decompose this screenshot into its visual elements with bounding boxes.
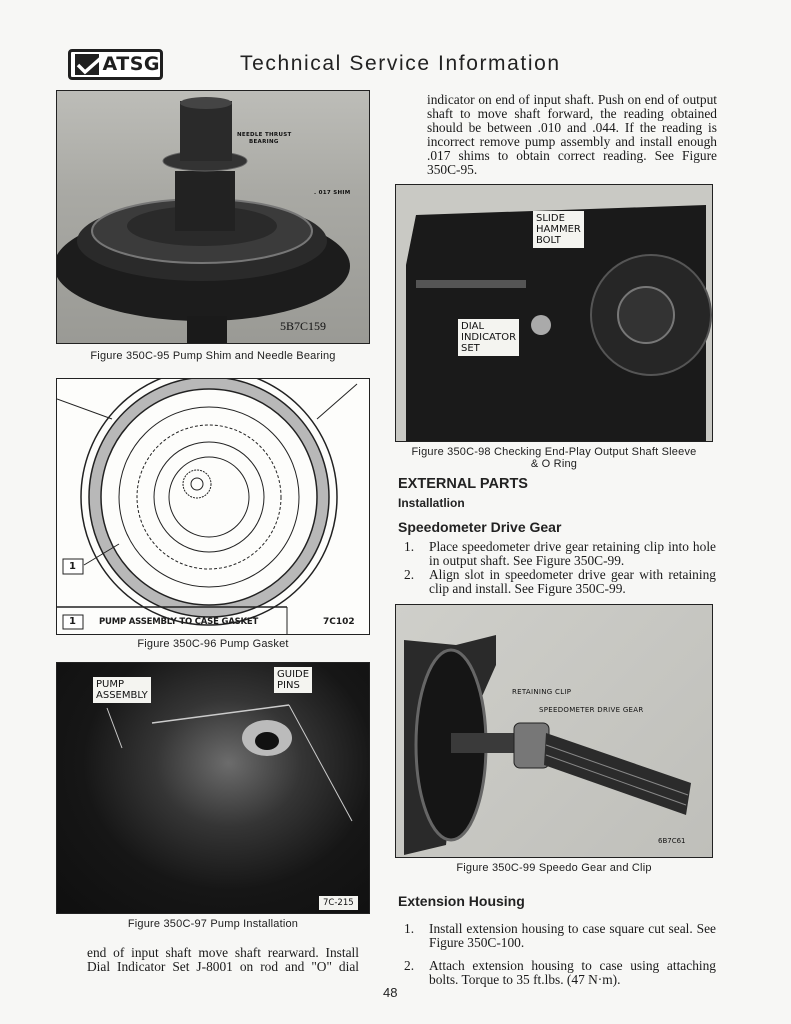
figure-350c-99-image: [395, 604, 713, 858]
page-header-title: Technical Service Information: [240, 52, 561, 75]
pump-gasket-diagram: [57, 379, 370, 635]
checkmark-icon: [75, 54, 99, 75]
label-bearing: BEARING: [249, 139, 279, 145]
list-item: 2. Align slot in speedometer drive gear with retaining clip and install. See Figure 350C-99.: [404, 567, 716, 596]
figure-350c-98-caption: Figure 350C-98 Checking End-Play Output Shaft Sleeve & O Ring: [411, 446, 697, 470]
figure-350c-97-image: [56, 662, 370, 914]
legend-number: 1: [69, 616, 76, 627]
figure-code: 5B7C159: [280, 319, 327, 333]
speedo-gear-photo: [396, 605, 713, 858]
heading-extension-housing: Extension Housing: [398, 893, 525, 909]
label-speedometer-drive-gear: SPEEDOMETER DRIVE GEAR: [539, 706, 644, 714]
atsg-logo: [68, 49, 163, 80]
label-017-shim: . 017 SHIM: [314, 190, 351, 196]
subheading-installation: Installatlion: [398, 496, 465, 510]
label-dial-indicator-set: DIAL INDICATOR SET: [458, 319, 519, 356]
label-needle-thrust: NEEDLE THRUST: [237, 132, 292, 138]
label-guide-pins: GUIDE PINS: [274, 667, 312, 693]
speedometer-steps: [398, 540, 716, 596]
extension-steps: [398, 922, 716, 987]
figure-code: 6B7C61: [658, 837, 686, 845]
list-item: 1. Install extension housing to case square cut seal. See Figure 350C-100.: [404, 921, 716, 950]
figure-code: 7C-215: [319, 896, 358, 910]
heading-speedometer-drive-gear: Speedometer Drive Gear: [398, 519, 562, 535]
section-heading-external-parts: EXTERNAL PARTS: [398, 476, 528, 492]
intro-paragraph: indicator on end of input shaft. Push on end of output shaft to move shaft forward, the reading obtained should be between .010 and .044. If the reading is incorrect remove pump assembly and install enough .017 shims to obtain correct reading. See Figure 350C-95.: [427, 92, 717, 177]
legend-text: PUMP ASSEMBLY TO CASE GASKET: [99, 617, 259, 627]
figure-350c-95-caption: Figure 350C-95 Pump Shim and Needle Bearing: [90, 350, 336, 362]
figure-350c-99-caption: Figure 350C-99 Speedo Gear and Clip: [456, 862, 652, 874]
figure-350c-95-image: [56, 90, 370, 344]
pump-illustration: [57, 91, 370, 344]
label-pump-assembly: PUMP ASSEMBLY: [93, 677, 151, 703]
callout-number: 1: [69, 561, 76, 572]
logo-text: ATSG: [102, 53, 160, 75]
figure-350c-97-caption: Figure 350C-97 Pump Installation: [127, 918, 299, 930]
label-slide-hammer-bolt: SLIDE HAMMER BOLT: [533, 211, 584, 248]
page-number: 48: [383, 985, 398, 1000]
figure-code: 7C102: [323, 617, 355, 627]
list-item: 2. Attach extension housing to case using attaching bolts. Torque to 35 ft.lbs. (47 N·m).: [404, 958, 716, 987]
left-continuation-text: end of input shaft move shaft rearward. Install Dial Indicator Set J-8001 on rod and "O" dial: [87, 945, 359, 974]
figure-350c-96-image: [56, 378, 370, 635]
figure-350c-96-caption: Figure 350C-96 Pump Gasket: [137, 638, 289, 650]
figure-350c-98-image: [395, 184, 713, 442]
list-item: 1. Place speedometer drive gear retaining clip into hole in output shaft. See Figure 350C-99.: [404, 539, 716, 568]
label-retaining-clip: RETAINING CLIP: [512, 688, 572, 696]
